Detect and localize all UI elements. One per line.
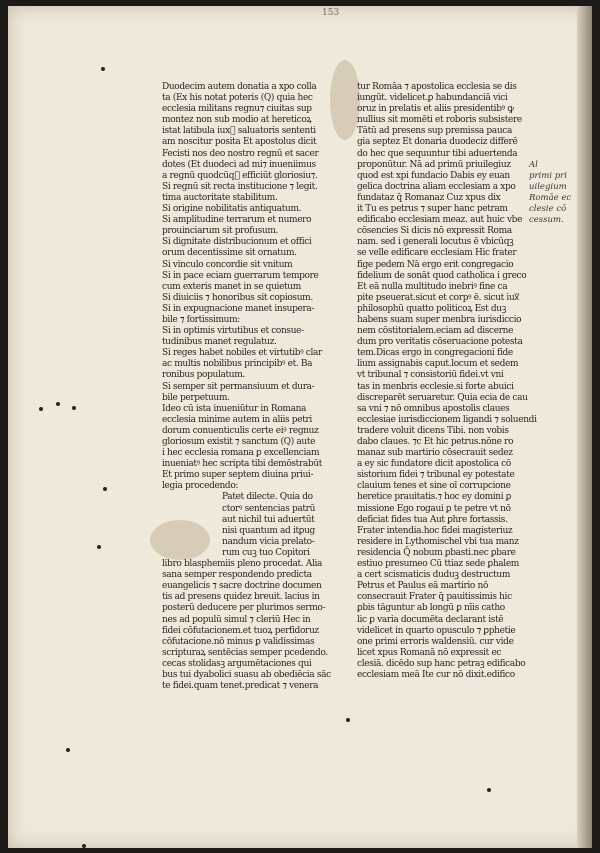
text-line: ecclesiam meā Ite cur nō dixit.edifico xyxy=(357,669,515,680)
text-line: Petrus et Paulus eā martirio nō xyxy=(357,581,489,592)
text-line: heretice prauitatis.⁊ hoc ey domini ꝑ xyxy=(357,492,512,503)
text-line: bile ⁊ fortissimum: xyxy=(162,314,240,325)
text-line: istat latibula iuxᷓ saluatoris sententi xyxy=(162,126,316,137)
text-line: nullius sit momēti et roboris subsistere xyxy=(357,115,522,126)
margin-note-line: cessum. xyxy=(529,215,564,226)
text-line: se velle edificare ecclesiam Hic frater xyxy=(357,248,517,259)
text-line: euangelicis ⁊ sacre doctrine documen xyxy=(162,581,322,592)
text-line: am noscitur posita Et apostolus dicit xyxy=(162,137,317,148)
text-line: tas in menbris ecclesie.si forte abuici xyxy=(357,381,514,392)
text-line: scripturaꝝ sentēcias semper pcedendo. xyxy=(162,647,328,658)
text-line: posterū deducere per plurimos sermo- xyxy=(162,603,326,614)
text-line: cōfutacione.nō minus ꝑ validissimas xyxy=(162,636,315,647)
text-line: clauium tenes et sine oī corrupcione xyxy=(357,481,511,492)
text-line: edificabo ecclesiam meaz. aut huic vbe xyxy=(357,215,523,226)
text-line: do hec que sequuntur tibi aduertenda xyxy=(357,148,518,159)
text-line: a ey sic fundatore dicit apostolica cō xyxy=(357,459,511,470)
text-line: Fecisti nos deo nostro regnū et sacer xyxy=(162,148,319,159)
margin-note-line: Al xyxy=(529,160,538,170)
text-line: dum pro veritatis cōseruacione potesta xyxy=(357,337,523,348)
wormhole xyxy=(487,788,491,792)
text-line: Si semper sit permansiuum et dura- xyxy=(162,381,315,392)
text-line: lic ꝑ varia documēta declarant istē xyxy=(357,614,504,625)
text-line: quod est xpi fundacio Dabis ey euan xyxy=(357,170,510,181)
text-line: Tātū ad presens sup premissa pauca xyxy=(357,126,512,137)
text-line: ꝑbis tāguntur ab longū ꝑ nīis catho xyxy=(357,603,505,614)
text-line: residencia Q̄ nobum ꝑbasti.nec ꝑbare xyxy=(357,547,516,558)
text-column-left xyxy=(162,82,331,692)
text-line: rum cuꝫ tuo Copitori xyxy=(222,547,310,558)
text-line: Si diuiciis ⁊ honoribus sit copiosum. xyxy=(162,292,313,303)
text-line: orum decentissime sit ornatum. xyxy=(162,248,297,259)
book-spine-edge xyxy=(577,6,592,848)
text-line: cecas stolidasꝫ argumētaciones qui xyxy=(162,658,312,669)
text-line: licet xpus Romanā nō expressit ec xyxy=(357,647,502,658)
text-line: tis ad presens quidez breuit. lacius in xyxy=(162,592,320,603)
text-line: nam. sed i generali locutus ē vbicūqꝫ xyxy=(357,237,514,248)
wormhole xyxy=(56,402,60,406)
text-line: prouinciarum sit profusum. xyxy=(162,226,279,237)
text-line: consecrauit Frater q̄ pauitissimis hic xyxy=(357,592,512,603)
wormhole xyxy=(103,487,107,491)
text-line: cōsencies Si dicis nō expressit Roma xyxy=(357,226,512,237)
text-line: nes ad populū simul ⁊ cleriū Hec in xyxy=(162,614,311,625)
text-line: Et primo super septem diuina priui- xyxy=(162,470,314,481)
text-line: tima auctoritate stabilitum. xyxy=(162,192,278,203)
text-line: ronibus populatum. xyxy=(162,370,245,381)
folio-number: 153 xyxy=(322,8,340,18)
text-line: iungūt. videlicet.ꝑ habundanciā vici xyxy=(357,93,508,104)
wormhole xyxy=(82,844,86,848)
text-line: clesiā. dicēdo sup hanc petraꝫ edificabo xyxy=(357,658,526,669)
text-line: Si vinculo concordie sit vnitum xyxy=(162,259,293,270)
text-line: deficiat fides tua Aut ꝑhre fortassis. xyxy=(357,514,508,525)
text-line: inueniatꝰ hec scripta tibi demōstrabūt xyxy=(162,459,323,470)
text-line: nisi quantum ad itꝑug xyxy=(222,525,315,536)
text-line: Ideo cū ista inueniūtur in Romana xyxy=(162,403,307,414)
text-line: oruz in prelatis et aliis presidentibꝰ ꝙ xyxy=(357,104,514,115)
text-line: Et eā nulla multitudo inebriꝰ fine ca xyxy=(357,281,508,292)
text-line: tem.Dicas ergo in congregacioni fide xyxy=(357,348,513,359)
text-line: manaz sub martirio cōsecrauit sedez xyxy=(357,448,513,459)
text-line: ecclesiae iurisdiccionem ligandi ⁊ soluendi xyxy=(357,414,537,425)
text-line: sistorium fidei ⁊ tribunal ey potestate xyxy=(357,470,515,481)
wormhole xyxy=(66,748,70,752)
text-line: a regnū quodcūqᷓ efficiūt gloriosiu⁊. xyxy=(162,170,318,181)
text-line: proponūtur. Nā ad primū priuilegiuz xyxy=(357,159,511,170)
text-line: missione Ego rogaui ꝑ te petre vt nō xyxy=(357,503,511,514)
margin-note xyxy=(529,160,579,227)
text-line: fidelium de sonāt quod catholica i greco xyxy=(357,270,527,281)
text-line: te fidei.quam tenet.predicat ⁊ venera xyxy=(162,681,319,692)
text-line: gelica doctrina aliam ecclesiam a xpo xyxy=(357,181,516,192)
wormhole xyxy=(101,67,105,71)
text-line: philosophū quatto politicoꝝ Est duꝫ xyxy=(357,303,506,314)
text-line: Si in pace eciam guerrarum tempore xyxy=(162,270,319,281)
wormhole xyxy=(72,406,76,410)
text-line: vt tribunal ⁊ consistoriū fidei.vt vni xyxy=(357,370,504,381)
text-line: gia septez Et donaria duodeciz differē xyxy=(357,137,518,148)
text-line: gloriosum existit ⁊ sanctum (Q) aute xyxy=(162,437,316,447)
text-line: Duodecim autem donatia a xpo colla xyxy=(162,82,317,92)
paper-stain xyxy=(330,60,360,140)
text-line: residere in Lythomischel vbi tua manz xyxy=(357,536,519,547)
text-line: tradere voluit dicens Tibi. non vobis xyxy=(357,425,509,436)
text-line: fidei cōfutacionem.et tuoꝝ perfidoruz xyxy=(162,625,319,636)
text-line: one primi erroris waldensiū. cur vide xyxy=(357,636,514,647)
text-line: Frater intendia.hoc fidei magisteriuz xyxy=(357,525,513,536)
text-line: libro blasphemiis pleno procedat. Alia xyxy=(162,559,323,570)
text-line: ecclesia minime autem in aliis petri xyxy=(162,414,312,425)
text-line: sana semper respondendo predicta xyxy=(162,570,312,581)
text-line: nandum vicia prelato- xyxy=(222,536,315,547)
text-line: Patet dilecte. Quia do xyxy=(222,492,313,503)
text-line: legia procedendo: xyxy=(162,481,239,492)
text-line: i hec ecclesia romana ꝑ excellenciam xyxy=(162,448,320,459)
text-line: videlicet in quarto opusculo ⁊ ꝑphetie xyxy=(357,625,516,636)
text-line: lium assignabis caput.locum et sedem xyxy=(357,359,519,370)
text-line: pite pseuerat.sicut et corpꝰ ē. sicut iuxᷓ xyxy=(357,292,519,303)
text-line: habens suam super menbra iurisdiccio xyxy=(357,314,522,325)
text-line: fige pedem Nā ergo erit congregacio xyxy=(357,259,514,270)
text-line: Si in expugnacione manet insupera- xyxy=(162,303,315,314)
text-line: Si in optimis virtutibus et consue- xyxy=(162,326,304,337)
text-line: dorum conuenticulis certe eiꝰ regnuz xyxy=(162,425,319,436)
wormhole xyxy=(39,407,43,411)
text-line: fundataz q̄ Romanaz Cuz xpus dix xyxy=(357,192,501,203)
margin-note-line: primi pri xyxy=(529,171,567,182)
text-line: ta (Ex his notat poteris (Q) quia hec xyxy=(162,93,313,104)
text-line: discreparēt seruaretur. Quia ecia de cau xyxy=(357,392,528,403)
text-line: Si dignitate distribucionum et offici xyxy=(162,237,312,248)
margin-note-line: uilegium xyxy=(529,182,567,193)
margin-note-line: clesie cō xyxy=(529,204,567,215)
text-line: nem cōstitorialem.eciam ad discerne xyxy=(357,326,514,337)
text-line: aut nichil tui aduertūt xyxy=(222,514,315,525)
text-line: Si regnū sit recta institucione ⁊ legit. xyxy=(162,181,318,192)
text-line: estiuo presumeo Cū ttiaz sede ꝑhalem xyxy=(357,559,519,570)
text-line: Si amplitudine terrarum et numero xyxy=(162,215,312,226)
text-line: tur Romāa ⁊ apostolica ecclesia se dis xyxy=(357,82,517,92)
text-line: a cert scismaticis duduꝫ destructum xyxy=(357,570,511,581)
text-line: ecclesia militans regnu⁊ ciuitas sup xyxy=(162,104,312,115)
margin-note-line: Romāe ec xyxy=(529,193,572,204)
text-line: sa vni ⁊ nō omnibus apostolis claues xyxy=(357,403,510,414)
text-line: montez non sub modio at hereticoꝝ xyxy=(162,115,312,126)
wormhole xyxy=(346,718,350,722)
text-line: bile perpetuum. xyxy=(162,392,230,403)
wormhole xyxy=(97,545,101,549)
text-column-right xyxy=(357,82,537,681)
text-line: cum exteris manet in se quietum xyxy=(162,281,301,292)
text-line: Si reges habet nobiles et virtutibꝰ clar xyxy=(162,348,322,359)
text-line: tudinibus manet regulatuz. xyxy=(162,337,277,348)
text-line: dabo claues. ⁊c Et hic petrus.nōne ro xyxy=(357,437,514,447)
text-line: ac multis nobilibus principibꝰ et. Ba xyxy=(162,359,313,370)
text-line: it Tu es petrus ⁊ super hanc petram xyxy=(357,204,508,215)
text-line: ctorꝰ sentencias patrū xyxy=(222,503,316,514)
text-line: bus tui dyabolici suasu ab obediēcia sāc xyxy=(162,669,331,680)
text-line: dotes (Et duodeci ad mi⁊ inueniimus xyxy=(162,159,316,170)
text-line: Si origine nobilitatis antiquatum. xyxy=(162,204,302,215)
